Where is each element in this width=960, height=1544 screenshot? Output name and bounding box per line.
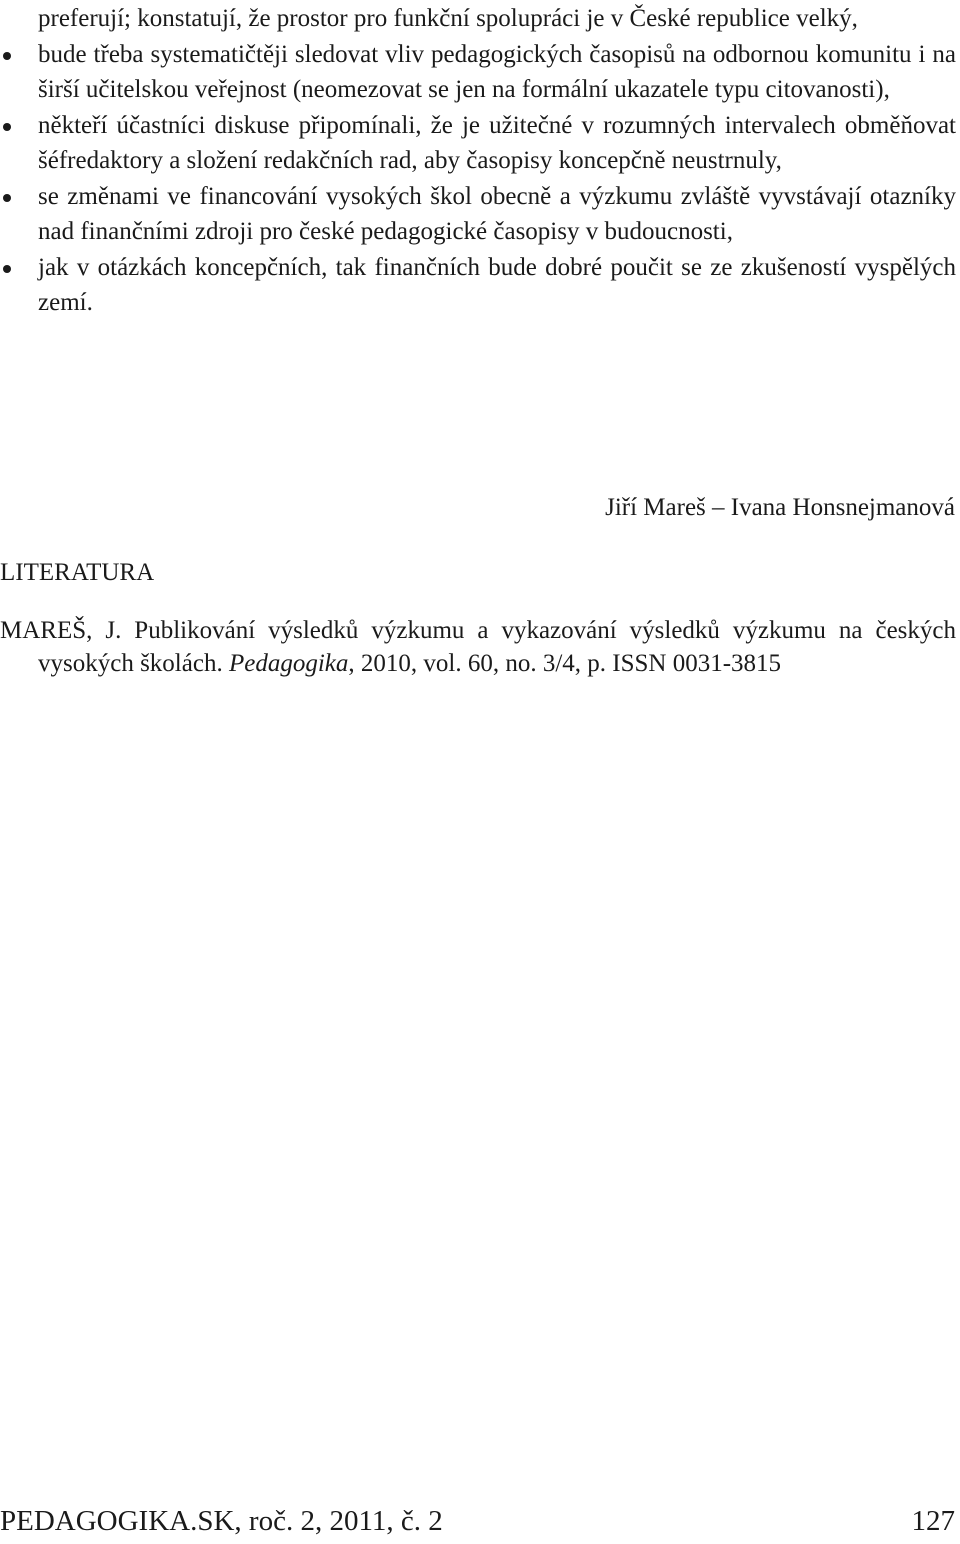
literature-heading: LITERATURA xyxy=(0,559,155,586)
list-item xyxy=(0,250,956,321)
list-item xyxy=(0,37,956,108)
reference-journal: Pedagogika xyxy=(228,650,349,677)
reference-lead: MAREŠ, J. Publikování výsledků výzkumu a vykazování výsledků výzkumu na českých vysokých školách. xyxy=(0,617,956,677)
list-item-text: někteří účastníci diskuse připomínali, že je užitečné v rozumných intervalech obměňovat šéfredaktory a složení redakčních rad, aby časopisy koncepčně neustrnuly, xyxy=(38,111,956,174)
list-item-continuation xyxy=(0,1,956,37)
list-item-text: bude třeba systematičtěji sledovat vliv pedagogických časopisů na odbornou komunitu i na širší učitelskou veřejnost (neomezovat se jen na formální ukazatele typu citovanosti), xyxy=(38,40,956,103)
list-item-text: jak v otázkách koncepčních, tak finančních bude dobré poučit se ze zkušeností vyspělých zemí. xyxy=(38,253,956,316)
list-item-text: se změnami ve financování vysokých škol obecně a výzkumu zvláště vyvstávají otazníky nad finančními zdroji pro české pedagogické časopisy v budoucnosti, xyxy=(38,182,956,245)
list-item xyxy=(0,108,956,179)
page-number: 127 xyxy=(911,1505,955,1537)
article-authors: Jiří Mareš – Ivana Honsnejmanová xyxy=(605,494,955,521)
reference-tail: , 2010, vol. 60, no. 3/4, p. ISSN 0031-3815 xyxy=(348,650,782,677)
page-footer xyxy=(0,1503,955,1539)
bullet-list xyxy=(0,1,956,321)
footer-journal-info: PEDAGOGIKA.SK, roč. 2, 2011, č. 2 xyxy=(0,1505,443,1537)
reference-entry xyxy=(0,614,956,680)
list-item-text: preferují; konstatují, že prostor pro funkční spolupráci je v České republice velký, xyxy=(38,5,858,32)
list-item xyxy=(0,179,956,250)
